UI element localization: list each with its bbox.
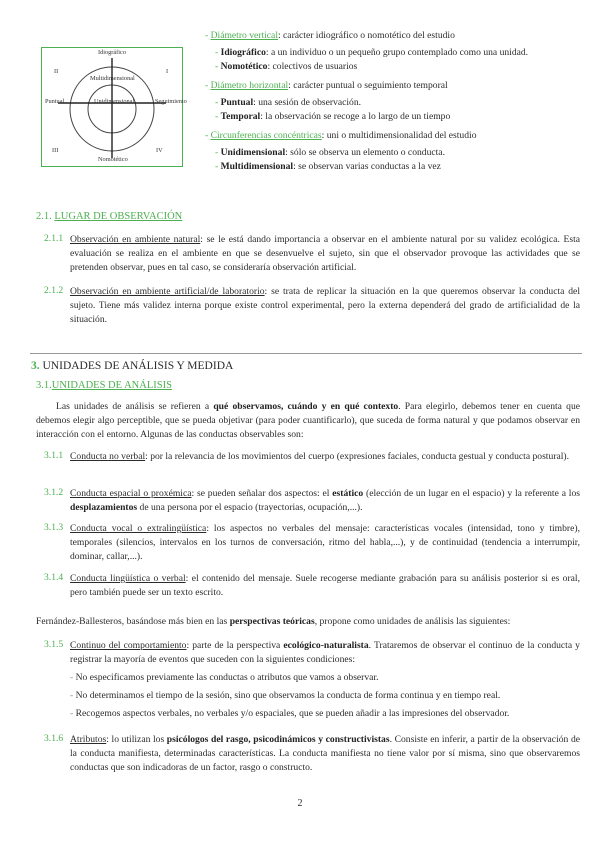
diagram-top-label: Idiográfico (98, 49, 126, 56)
diagram-quadrant-4: IV (156, 147, 163, 154)
legend-temporal: - Temporal: la observación se recoge a lo largo de un tiempo (215, 111, 451, 122)
diagram-left-label: Puntual (45, 98, 65, 105)
item-ambiente-natural: Observación en ambiente natural: se le está dando importancia a observar en el ambiente natural por su validez ecológica. Esta evaluación se realiza en el ambiente en que se desenvuelve el sujeto, sin que el observador provoque las actividades que se pretenden observar, pues en tal caso, se consideraría observación artificial. (70, 234, 580, 273)
item-continuo-comportamiento: Continuo del comportamiento: parte de la perspectiva ecológico-naturalista. Trataremos de observar el continuo de la conducta y registrar la mayoría de eventos que suceden con la siguientes condiciones: (70, 640, 580, 665)
diagram-outer-ring-label: Multidimensional (90, 75, 135, 82)
item-number: 2.1.1 (44, 233, 64, 244)
legend-vertical: - Diámetro vertical: carácter idiográfico o nomotético del estudio (205, 30, 455, 41)
item-conducta-espacial: Conducta espacial o proxémica: se pueden señalar dos aspectos: el estático (elección de un lugar en el espacio) y la referente a los desplazamientos de una persona por el espacio (trayectorias, ocupación,...). (70, 488, 580, 513)
section-divider (30, 353, 582, 354)
item-atributos: Atributos: lo utilizan los psicólogos del rasgo, psicodinámicos y constructivistas. Consiste en inferir, a partir de la observación de la conducta manifiesta, determinadas características. La conducta manifiesta no tiene valor por sí misma, sino que observaremos conductas que son indicadoras de un factor, rasgo o constructo. (70, 734, 580, 773)
item-number: 3.1.4 (44, 572, 64, 583)
item-conducta-no-verbal: Conducta no verbal: por la relevancia de los movimientos del cuerpo (expresiones faciales, conducta gestual y conducta postural). (70, 451, 569, 462)
legend-circunferencias: - Circunferencias concéntricas: uni o multidimensionalidad del estudio (205, 130, 477, 141)
item-number: 3.1.5 (44, 639, 64, 650)
item-number: 3.1.6 (44, 733, 64, 744)
item-ambiente-artificial: Observación en ambiente artificial/de laboratorio: se trata de replicar la situación en la que queremos observar la conducta del sujeto. Tiene más validez interna porque existe control experimental, pero la externa dependerá del grado de artificialidad de la situación. (70, 286, 580, 325)
section-2-1-heading: 2.1. LUGAR DE OBSERVACIÓN (36, 211, 183, 222)
list-item: - No determinamos el tiempo de la sesión, sino que observamos la conducta de forma continua y en tiempo real. (70, 690, 501, 701)
item-number: 3.1.3 (44, 522, 64, 533)
diagram-right-label: Seguimiento (155, 98, 187, 105)
item-number: 3.1.2 (44, 487, 64, 498)
item-conducta-vocal: Conducta vocal o extralingüística: los aspectos no verbales del mensaje: características vocales (intensidad, tono y timbre), temporales (silencios, intervalos en los turnos de conversación, ritmo del habla,...), y de continuidad (tendencia a interrumpir, dominar, callar,...). (70, 523, 580, 562)
list-item: - No especificamos previamente las conductas o atributos que vamos a observar. (70, 672, 379, 683)
diagram-quadrant-1: I (166, 68, 169, 75)
observation-diagram (41, 47, 187, 167)
list-item: - Recogemos aspectos verbales, no verbales y/o espaciales, que se pueden añadir a las impresiones del observador. (70, 708, 510, 719)
section-3-heading: 3. UNIDADES DE ANÁLISIS Y MEDIDA (31, 360, 234, 372)
legend-multidimensional: - Multidimensional: se observan varias conductas a la vez (215, 161, 441, 172)
diagram-quadrant-2: II (54, 68, 59, 75)
fernandez-ballesteros-paragraph: Fernández-Ballesteros, basándose más bien en las perspectivas teóricas, propone como unidades de análisis las siguientes: (36, 616, 511, 627)
diagram-legend-list (205, 29, 590, 174)
diagram-bottom-label: Nomotético (98, 156, 128, 163)
legend-horizontal: - Diámetro horizontal: carácter puntual o seguimiento temporal (205, 80, 448, 91)
diagram-quadrant-3: III (52, 147, 59, 154)
condiciones-list (70, 671, 580, 721)
section-3-1-heading: 3.1.UNIDADES DE ANÁLISIS (36, 380, 172, 391)
item-conducta-linguistica: Conducta lingüística o verbal: el contenido del mensaje. Suele recogerse mediante grabación para su análisis posterior si es oral, pero también puede ser un texto escrito. (70, 573, 581, 598)
section-3-intro: Las unidades de análisis se refieren a qué observamos, cuándo y en qué contexto. Para elegirlo, debemos tener en cuenta que debemos elegir algo perceptible, que se pueda objetivar (para poder cuantificarlo), que suceda de forma natural y que podamos observar en interacción con el entorno. Algunas de las conductas observables son: (36, 401, 580, 440)
item-number: 2.1.2 (44, 285, 64, 296)
legend-idiografico: - Idiográfico: a un individuo o un pequeño grupo contemplado como una unidad. (215, 47, 529, 58)
legend-puntual: - Puntual: una sesión de observación. (215, 97, 362, 108)
diagram-inner-ring-label: Unidimensional (94, 98, 135, 105)
legend-nomotetico: - Nomotético: colectivos de usuarios (215, 61, 358, 72)
page-number: 2 (297, 798, 303, 809)
legend-unidimensional: - Unidimensional: sólo se observa un elemento o conducta. (215, 147, 445, 158)
item-number: 3.1.1 (44, 450, 64, 461)
